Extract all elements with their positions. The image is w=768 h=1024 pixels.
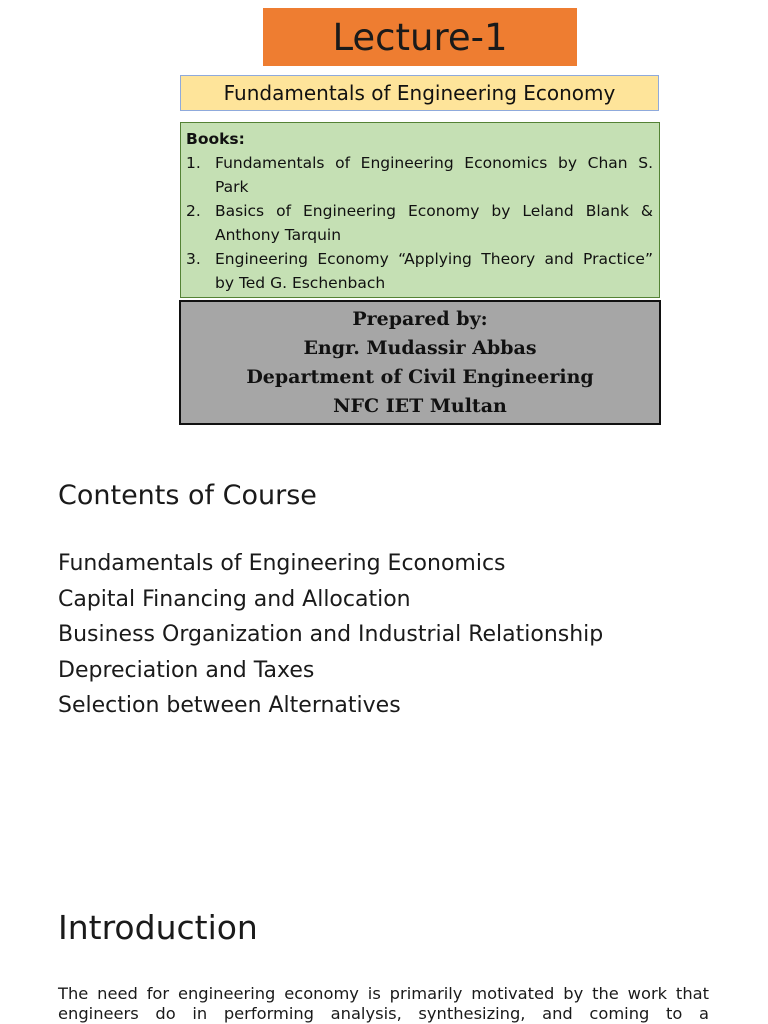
institution-name: NFC IET Multan (333, 394, 507, 417)
lecture-title: Lecture-1 (263, 8, 577, 66)
list-item (186, 151, 653, 199)
course-title: Fundamentals of Engineering Economy (180, 75, 659, 111)
list-item: Capital Financing and Allocation (58, 586, 411, 612)
list-item: Depreciation and Taxes (58, 657, 315, 683)
introduction-heading: Introduction (58, 908, 258, 947)
prepared-by-box (179, 300, 661, 425)
books-list (186, 151, 653, 295)
list-item: Selection between Alternatives (58, 693, 401, 718)
book-number: 2. (186, 202, 201, 220)
introduction-paragraph: The need for engineering economy is primarily motivated by the work that engineers do in performing analysis, synthesizing, and coming to a (58, 984, 709, 1023)
list-item: Business Organization and Industrial Relationship (58, 622, 604, 647)
department-name: Department of Civil Engineering (246, 365, 594, 388)
contents-heading: Contents of Course (58, 480, 317, 511)
books-heading: Books: (186, 130, 245, 148)
author-name: Engr. Mudassir Abbas (303, 336, 537, 359)
prepared-by-label: Prepared by: (352, 307, 488, 330)
list-item (186, 199, 653, 247)
book-title: Basics of Engineering Economy by Leland Blank & Anthony Tarquin (215, 202, 653, 244)
list-item (186, 247, 653, 295)
book-number: 3. (186, 250, 201, 268)
contents-list (58, 546, 603, 724)
book-title: Engineering Economy “Applying Theory and Practice” by Ted G. Eschenbach (215, 250, 653, 292)
books-box (180, 122, 660, 298)
book-title: Fundamentals of Engineering Economics by Chan S. Park (215, 154, 653, 196)
list-item: Fundamentals of Engineering Economics (58, 551, 506, 576)
book-number: 1. (186, 154, 201, 172)
